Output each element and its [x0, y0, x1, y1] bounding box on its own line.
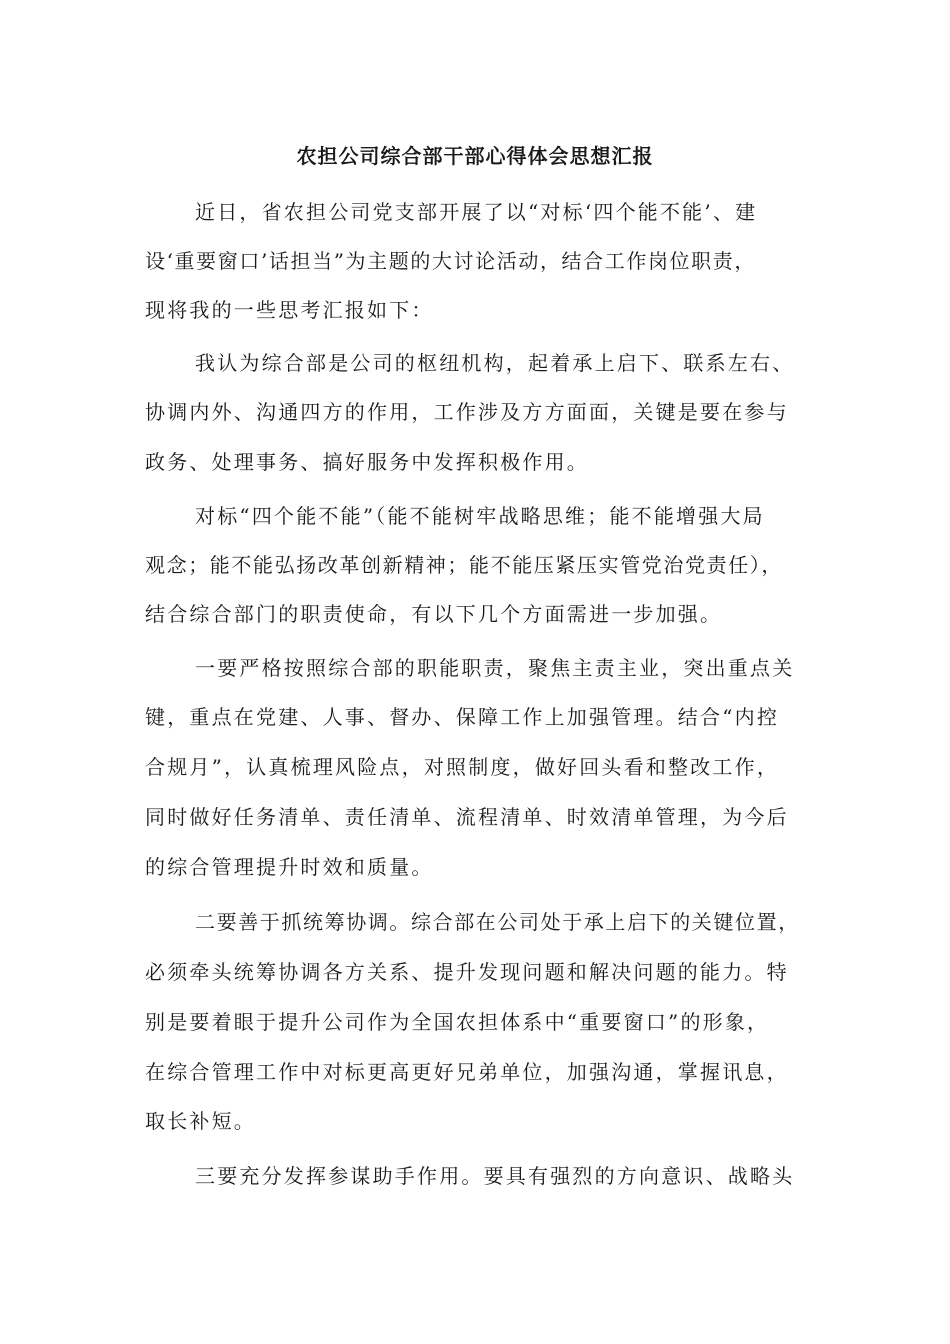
text-line: 同时做好任务清单、责任清单、流程清单、时效清单管理，为今后	[145, 805, 789, 829]
text-line: 三要充分发挥参谋助手作用。要具有强烈的方向意识、战略头	[195, 1164, 795, 1188]
text-line: 别是要着眼于提升公司作为全国农担体系中“重要窗口”的形象，	[145, 1010, 770, 1034]
text-line: 对标“四个能不能”（能不能树牢战略思维；能不能增强大局	[195, 504, 765, 528]
text-line: 取长补短。	[145, 1109, 256, 1133]
text-line: 必须牵头统筹协调各方关系、提升发现问题和解决问题的能力。特	[145, 960, 789, 984]
text-line: 二要善于抓统筹协调。综合部在公司处于承上启下的关键位置，	[195, 910, 800, 934]
text-line: 协调内外、沟通四方的作用，工作涉及方方面面，关键是要在参与	[145, 400, 789, 424]
text-line: 的综合管理提升时效和质量。	[145, 855, 434, 879]
text-line: 观念；能不能弘扬改革创新精神；能不能压紧压实管党治党责任），	[145, 553, 783, 577]
text-line: 政务、处理事务、搞好服务中发挥积极作用。	[145, 450, 589, 474]
text-line: 一要严格按照综合部的职能职责，聚焦主责主业，突出重点关	[195, 656, 795, 680]
document-title: 农担公司综合部干部心得体会思想汇报	[296, 144, 654, 168]
text-line: 键，重点在党建、人事、督办、保障工作上加强管理。结合“内控	[145, 705, 780, 729]
text-line: 合规月”，认真梳理风险点，对照制度，做好回头看和整改工作，	[145, 755, 780, 779]
text-line: 我认为综合部是公司的枢纽机构，起着承上启下、联系左右、	[195, 351, 795, 375]
text-line: 结合综合部门的职责使命，有以下几个方面需进一步加强。	[145, 602, 723, 626]
text-line: 近日，省农担公司党支部开展了以“对标‘四个能不能’、建	[195, 200, 758, 224]
text-line: 在综合管理工作中对标更高更好兄弟单位，加强沟通，掌握讯息，	[145, 1060, 789, 1084]
text-line: 设‘重要窗口’话担当”为主题的大讨论活动，结合工作岗位职责，	[145, 249, 756, 273]
text-line: 现将我的一些思考汇报如下：	[145, 298, 434, 322]
